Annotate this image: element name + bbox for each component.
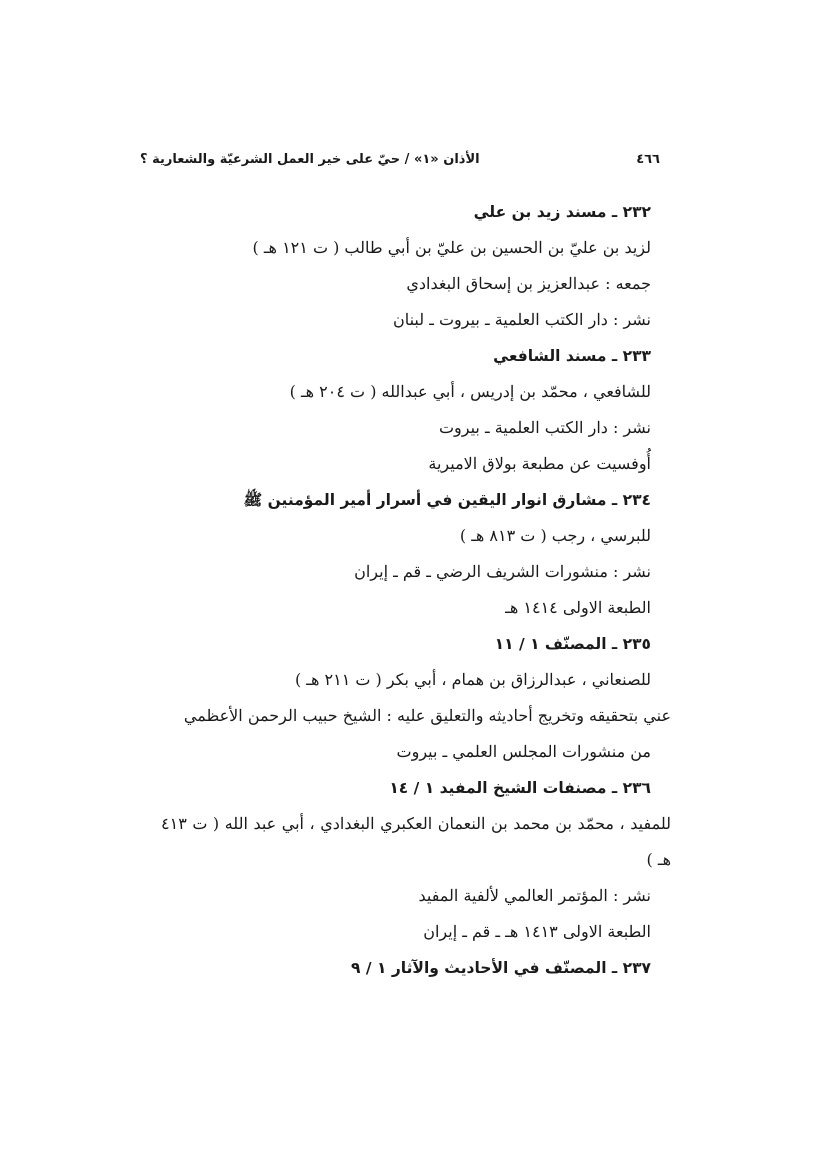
entry-line: للصنعاني ، عبدالرزاق بن همام ، أبي بكر ( ت ٢١١ هـ ) (294, 670, 651, 689)
entry-line: الطبعة الاولى ١٤١٤ هـ (505, 598, 651, 617)
entry-line: أُوفسيت عن مطبعة بولاق الاميرية (428, 454, 651, 473)
entry-line: نشر : دار الكتب العلمية ـ بيروت ـ لبنان (392, 310, 651, 329)
entry-line: جمعه : عبدالعزيز بن إسحاق البغدادي (406, 274, 651, 293)
bibliography-entry (161, 626, 671, 770)
entry-title: ٢٣٧ ـ المصنّف في الأحاديث والآثار ١ / ٩ (351, 959, 651, 977)
bibliography-entry (161, 338, 671, 482)
page-header (140, 152, 660, 176)
entry-title: ٢٣٣ ـ مسند الشافعي (493, 347, 651, 365)
entry-line: الطبعة الاولى ١٤١٣ هـ ـ قم ـ إيران (423, 922, 651, 941)
entry-title: ٢٣٥ ـ المصنّف ١ / ١١ (494, 635, 651, 653)
bibliography-entry (161, 482, 671, 626)
bibliography-entry (161, 950, 671, 986)
entry-line: للبرسي ، رجب ( ت ٨١٣ هـ ) (459, 526, 651, 545)
entry-line: عني بتحقيقه وتخريج أحاديثه والتعليق عليه : الشيخ حبيب الرحمن الأعظمي (183, 706, 671, 725)
entry-line: نشر : المؤتمر العالمي لألفية المفيد (418, 886, 651, 905)
bibliography-entry (161, 770, 671, 950)
running-title: الأذان «١» / حيّ على خير العمل الشرعيّة والشعارية ؟ (140, 152, 480, 167)
entry-line: لزيد بن عليّ بن الحسين بن عليّ بن أبي طالب ( ت ١٢١ هـ ) (252, 238, 651, 257)
page-number: ٤٦٦ (636, 152, 660, 167)
entry-title: ٢٣٦ ـ مصنفات الشيخ المفيد ١ / ١٤ (389, 779, 651, 797)
entry-title: ٢٣٢ ـ مسند زيد بن علي (473, 203, 651, 221)
entry-title: ٢٣٤ ـ مشارق انوار اليقين في أسرار أمير المؤمنين ﷺ (243, 491, 651, 509)
entry-line: نشر : دار الكتب العلمية ـ بيروت (438, 418, 651, 437)
entry-line: للشافعي ، محمّد بن إدريس ، أبي عبدالله ( ت ٢٠٤ هـ ) (289, 382, 651, 401)
entry-line: من منشورات المجلس العلمي ـ بيروت (396, 742, 651, 761)
entry-line: نشر : منشورات الشريف الرضي ـ قم ـ إيران (354, 562, 651, 581)
bibliography-entry (161, 194, 671, 338)
entry-line: للمفيد ، محمّد بن محمد بن النعمان العكبري البغدادي ، أبي عبد الله ( ت ٤١٣ هـ ) (161, 814, 671, 869)
bibliography-list (161, 194, 671, 986)
